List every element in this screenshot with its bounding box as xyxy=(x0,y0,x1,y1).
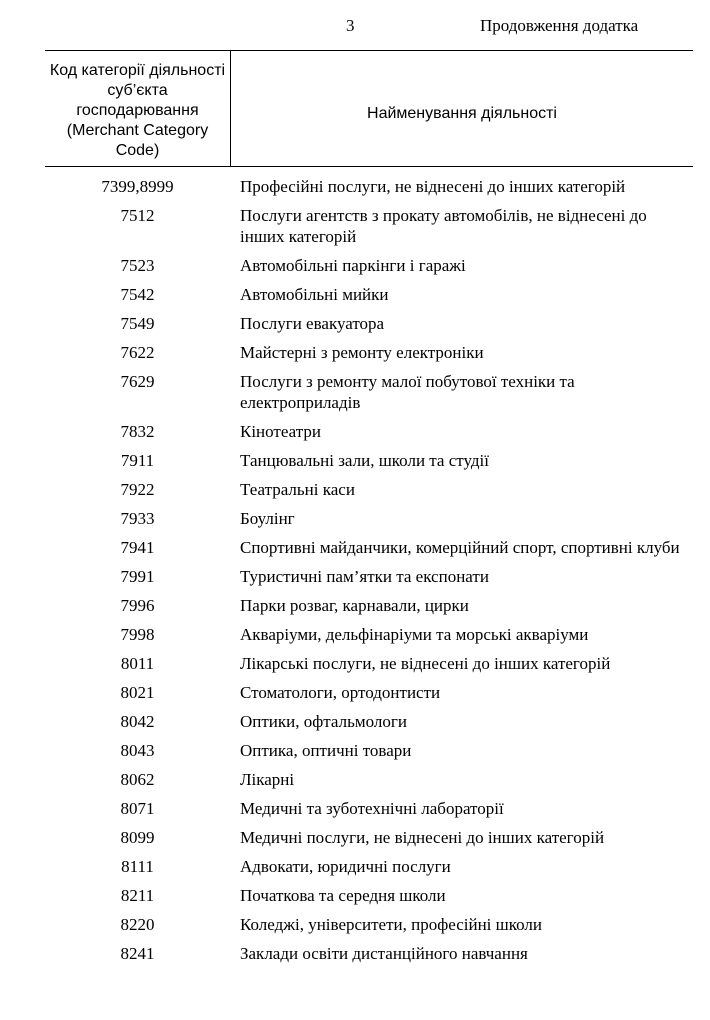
mcc-code: 7512 xyxy=(120,206,155,225)
column-header-name: Найменування діяльності xyxy=(367,105,557,122)
activity-name: Початкова та середня школи xyxy=(240,886,446,905)
table-row xyxy=(45,595,693,616)
table-row xyxy=(45,508,693,529)
table-row xyxy=(45,421,693,442)
activity-name: Туристичні пам’ятки та експонати xyxy=(240,567,489,586)
activity-name: Послуги евакуатора xyxy=(240,314,385,333)
mcc-code: 8043 xyxy=(120,741,155,760)
table-row xyxy=(45,255,693,276)
activity-name: Танцювальні зали, школи та студії xyxy=(240,451,489,470)
mcc-code: 8021 xyxy=(120,683,155,702)
table-row xyxy=(45,342,693,363)
mcc-code: 7622 xyxy=(120,343,155,362)
activity-name: Коледжі, університети, професійні школи xyxy=(240,915,542,934)
table-row xyxy=(45,537,693,558)
activity-name: Адвокати, юридичні послуги xyxy=(240,857,451,876)
mcc-code: 7998 xyxy=(120,625,155,644)
activity-name: Послуги з ремонту малої побутової техніки та електроприладів xyxy=(240,372,575,412)
table-row xyxy=(45,313,693,334)
mcc-code: 7542 xyxy=(120,285,155,304)
table-row xyxy=(45,566,693,587)
activity-name: Театральні каси xyxy=(240,480,355,499)
mcc-code: 7523 xyxy=(120,256,155,275)
table-row xyxy=(45,740,693,761)
mcc-code: 8220 xyxy=(120,915,155,934)
activity-name: Заклади освіти дистанційного навчання xyxy=(240,944,528,963)
table-row xyxy=(45,682,693,703)
table-row xyxy=(45,856,693,877)
table-row xyxy=(45,205,693,247)
column-header-code: Код категорії діяльності суб’єкта господарювання (Merchant Category Code) xyxy=(49,62,226,159)
activity-name: Парки розваг, карнавали, цирки xyxy=(240,596,469,615)
table-row xyxy=(45,798,693,819)
mcc-code: 7629 xyxy=(120,372,155,391)
activity-name: Оптика, оптичні товари xyxy=(240,741,412,760)
mcc-code: 7911 xyxy=(120,451,155,470)
activity-name: Майстерні з ремонту електроніки xyxy=(240,343,484,362)
table-row xyxy=(45,624,693,645)
table-row xyxy=(45,176,693,197)
table-row xyxy=(45,653,693,674)
mcc-code: 8211 xyxy=(120,886,155,905)
activity-name: Послуги агентств з прокату автомобілів, не віднесені до інших категорій xyxy=(240,206,647,246)
mcc-code: 7941 xyxy=(120,538,155,557)
mcc-code: 7922 xyxy=(120,480,155,499)
continuation-label: Продовження додатка xyxy=(480,16,639,35)
mcc-code: 8099 xyxy=(120,828,155,847)
table-row xyxy=(45,914,693,935)
mcc-code: 7549 xyxy=(120,314,155,333)
activity-name: Медичні послуги, не віднесені до інших категорій xyxy=(240,828,605,847)
table-row xyxy=(45,885,693,906)
activity-name: Оптики, офтальмологи xyxy=(240,712,407,731)
activity-name: Боулінг xyxy=(240,509,295,528)
table-body xyxy=(45,176,693,972)
mcc-code: 7991 xyxy=(120,567,155,586)
activity-name: Лікарські послуги, не віднесені до інших категорій xyxy=(240,654,611,673)
mcc-code: 8062 xyxy=(120,770,155,789)
mcc-code: 8011 xyxy=(120,654,155,673)
activity-name: Професійні послуги, не віднесені до інших категорій xyxy=(240,177,626,196)
mcc-code: 7996 xyxy=(120,596,155,615)
activity-name: Спортивні майданчики, комерційний спорт, спортивні клуби xyxy=(240,538,680,557)
mcc-code: 8241 xyxy=(120,944,155,963)
table-row xyxy=(45,450,693,471)
activity-name: Лікарні xyxy=(240,770,295,789)
table-row xyxy=(45,371,693,413)
table-row xyxy=(45,943,693,964)
activity-name: Автомобільні мийки xyxy=(240,285,389,304)
activity-name: Медичні та зуботехнічні лабораторії xyxy=(240,799,504,818)
mcc-code: 7832 xyxy=(120,422,155,441)
mcc-code: 8042 xyxy=(120,712,155,731)
table-row xyxy=(45,711,693,732)
mcc-code: 7399,8999 xyxy=(101,177,174,196)
activity-name: Автомобільні паркінги і гаражі xyxy=(240,256,466,275)
table-top-rule xyxy=(45,50,693,51)
activity-name: Кінотеатри xyxy=(240,422,321,441)
table-header-rule xyxy=(45,166,693,167)
table-row xyxy=(45,827,693,848)
mcc-code: 8071 xyxy=(120,799,155,818)
table-row xyxy=(45,479,693,500)
activity-name: Акваріуми, дельфінаріуми та морські акваріуми xyxy=(240,625,589,644)
page-number: 3 xyxy=(346,16,355,35)
activity-name: Стоматологи, ортодонтисти xyxy=(240,683,441,702)
mcc-code: 8111 xyxy=(121,857,154,876)
mcc-code: 7933 xyxy=(120,509,155,528)
table-row xyxy=(45,769,693,790)
table-row xyxy=(45,284,693,305)
